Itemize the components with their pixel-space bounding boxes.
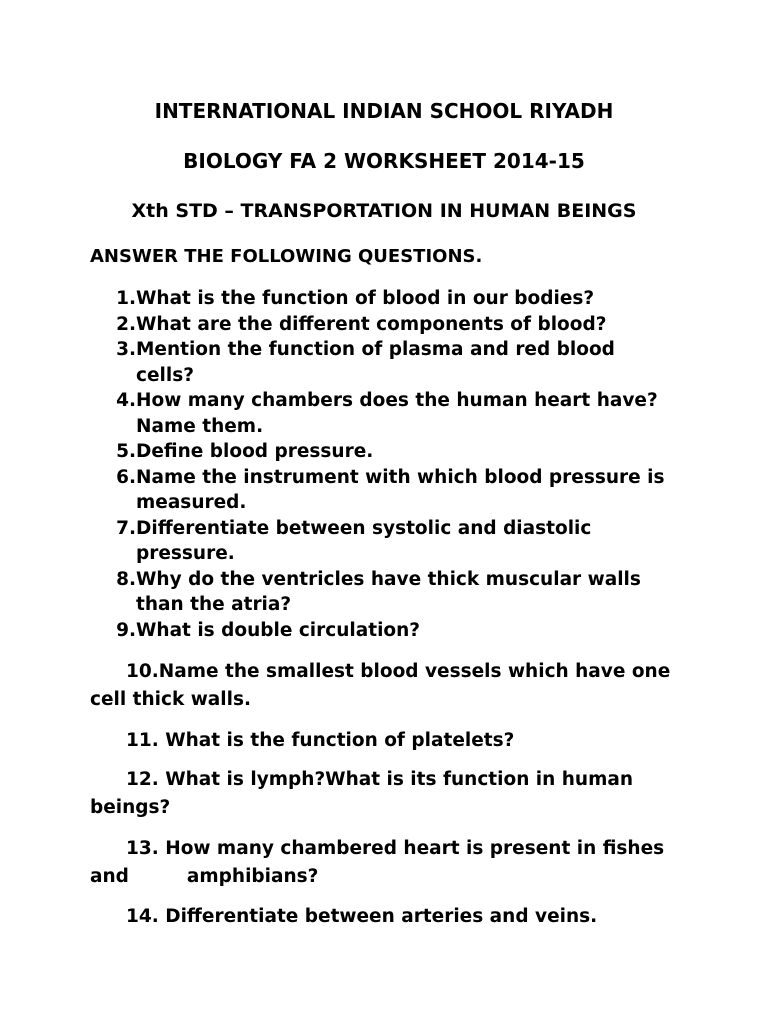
question-number: 6. [116,466,136,488]
question-number: 1. [116,288,136,309]
question-13-text-part-2: amphibians? [186,866,319,887]
question-item [0,567,676,618]
instruction-heading: ANSWER THE FOLLOWING QUESTIONS. [90,246,483,267]
worksheet-title: BIOLOGY FA 2 WORKSHEET 2014-15 [183,149,585,173]
question-14: 14. Differentiate between arteries and veins. [126,906,598,927]
school-name: INTERNATIONAL INDIAN SCHOOL RIYADH [154,99,614,123]
question-number: 8. [116,568,136,590]
question-number: 2. [116,313,136,335]
question-number: 7. [116,517,136,539]
question-item [0,465,676,516]
class-topic-heading: Xth STD – TRANSPORTATION IN HUMAN BEINGS [131,200,637,222]
question-12: 12. What is lymph?What is its function in human beings? [90,769,634,818]
question-10: 10.Name the smallest blood vessels which have one cell thick walls. [90,661,671,710]
question-text: Differentiate between systolic and diastolic pressure. [136,517,592,564]
question-number: 3. [116,339,136,360]
question-item [0,286,676,312]
question-item [0,312,676,338]
question-number: 9. [116,619,136,641]
question-text: What is the function of blood in our bodies? [136,288,595,309]
question-text: How many chambers does the human heart have? Name them. [136,390,658,437]
question-text: Mention the function of plasma and red blood cells? [136,339,615,386]
question-11: 11. What is the function of platelets? [126,730,515,751]
question-text: What are the different components of blood? [136,313,607,335]
question-13 [90,835,690,891]
question-number: 4. [116,390,136,411]
question-item [0,388,676,439]
question-item [0,439,676,465]
question-13-text-part-1: 13. How many chambered heart is present in fishes and [90,838,665,887]
question-item [0,516,676,567]
question-list [0,286,768,643]
question-text: Why do the ventricles have thick muscular walls than the atria? [136,568,641,615]
question-item [0,618,676,644]
question-text: Define blood pressure. [136,441,374,462]
question-number: 5. [116,441,136,462]
question-text: Name the instrument with which blood pressure is measured. [136,466,665,513]
question-item [0,337,676,388]
question-text: What is double circulation? [136,619,421,641]
